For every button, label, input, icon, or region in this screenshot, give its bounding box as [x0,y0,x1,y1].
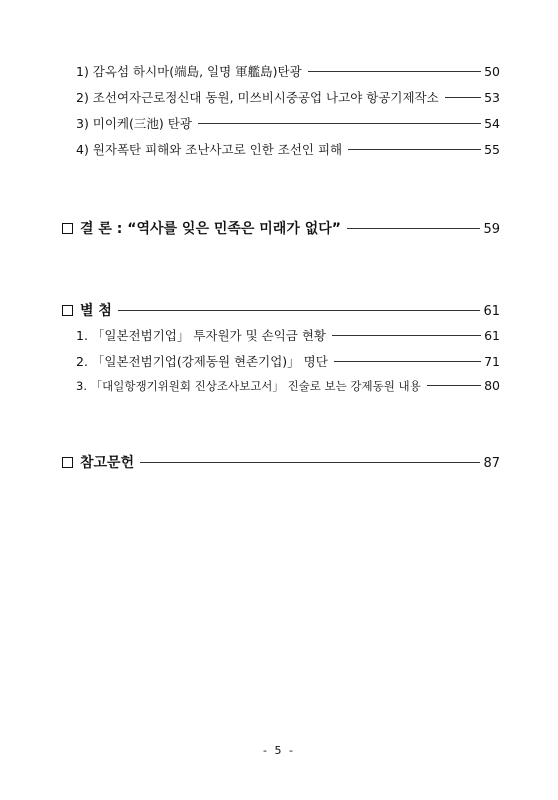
dot-leader [308,71,481,72]
square-bullet-icon [62,223,73,234]
toc-entry-label: 3) 미이케(三池) 탄광 [76,116,192,131]
toc-page-number: 80 [484,378,500,393]
toc-entry [76,114,500,132]
toc-entry [76,88,500,106]
dot-leader [445,97,481,98]
toc-entry [76,352,500,370]
dot-leader [140,462,480,463]
page-footer-number: - 5 - [263,744,295,757]
toc-page-number: 61 [484,328,500,343]
toc-section-conclusion [62,218,500,238]
toc-section-label: 결 론 : “역사를 잊은 민족은 미래가 없다” [80,221,341,237]
toc-entry-label: 2. 「일본전범기업(강제동원 현존기업)」 명단 [76,354,328,369]
toc-page-number: 55 [484,142,500,157]
dot-leader [348,149,481,150]
toc-entry [76,326,500,344]
dot-leader [198,123,481,124]
toc-page-number: 59 [483,222,500,237]
toc-entry [76,378,500,394]
dot-leader [427,385,481,386]
toc-page-number: 50 [484,64,500,79]
toc-page-number: 53 [484,90,500,105]
toc-entry-label: 4) 원자폭탄 피해와 조난사고로 인한 조선인 피해 [76,142,343,157]
square-bullet-icon [62,457,73,468]
toc-section-appendix [62,300,500,320]
dot-leader [332,335,481,336]
toc-entry-label: 3. 「대일항쟁기위원회 진상조사보고서」 진술로 보는 강제동원 내용 [76,379,421,393]
dot-leader [347,228,480,229]
toc-section-label: 참고문헌 [80,455,135,471]
toc-section-label: 별 첨 [80,303,112,319]
toc-entry [76,62,500,80]
toc-entry-label: 1. 「일본전범기업」 투자원가 및 손익금 현황 [76,328,326,343]
toc-page-number: 87 [483,456,500,471]
toc-entry [76,140,500,158]
dot-leader [334,361,481,362]
toc-page-number: 61 [483,304,500,319]
toc-page-number: 71 [484,354,500,369]
toc-entry-label: 1) 감옥섬 하시마(端島, 일명 軍艦島)탄광 [76,64,302,79]
toc-entry-label: 2) 조선여자근로정신대 동원, 미쓰비시중공업 나고야 항공기제작소 [76,90,439,105]
toc-page-number: 54 [484,116,500,131]
square-bullet-icon [62,305,73,316]
dot-leader [118,310,481,311]
toc-section-references [62,452,500,472]
